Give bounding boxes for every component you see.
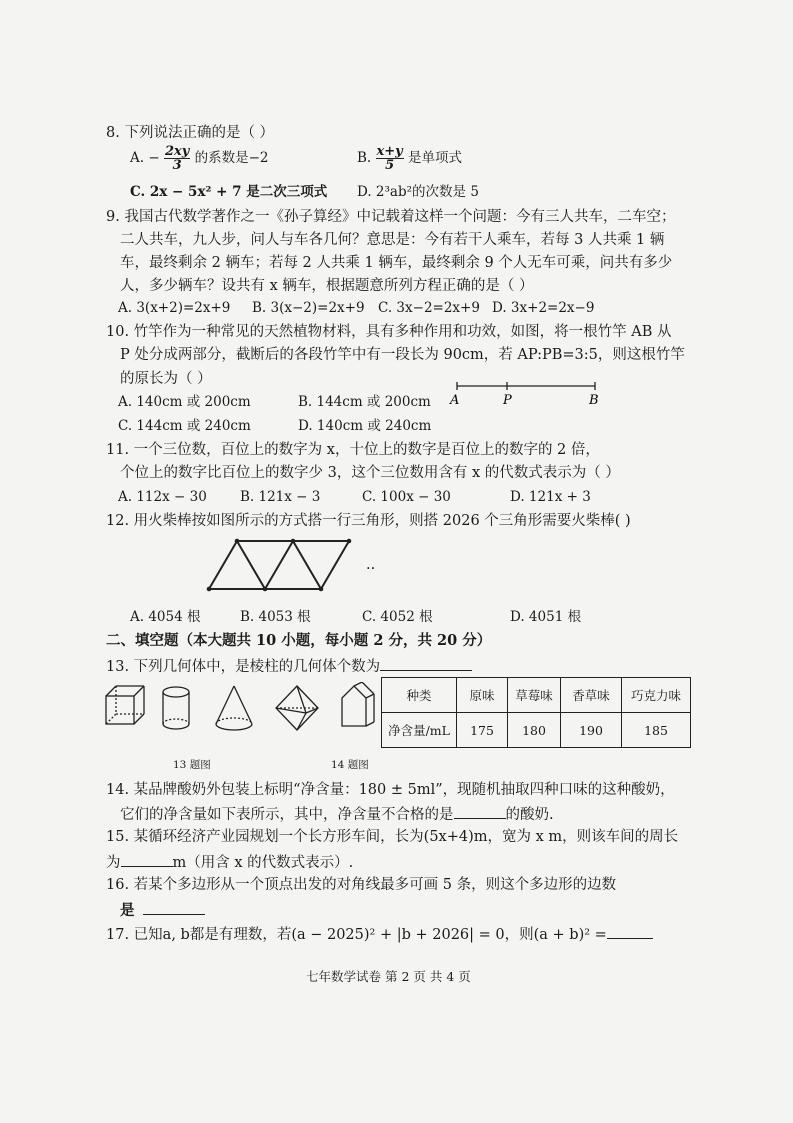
q13-figure-caption: 13 题图: [173, 759, 211, 771]
q10-line-1: 10. 竹竿作为一种常见的天然植物材料，具有多种作用和功效，如图，将一根竹竿 AB 从: [106, 324, 672, 340]
table-header-cell: 香草味: [561, 678, 622, 713]
q14-line-2: 它们的净含量如下表所示，其中，净含量不合格的是 的酸奶.: [120, 804, 554, 824]
segment-ab-figure: [445, 378, 605, 408]
q12-option-a: A. 4054 根: [130, 609, 201, 625]
q12-option-d: D. 4051 根: [510, 609, 582, 625]
matchstick-triangles-figure: [205, 535, 365, 595]
q10-line-3: 的原长为（ ）: [120, 371, 212, 387]
q12-line-1: 12. 用火柴棒按如图所示的方式搭一行三角形，则搭 2026 个三角形需要火柴棒( ): [106, 513, 631, 529]
q15-line-1: 15. 某循环经济产业园规划一个长方形车间，长为(5x+4)m，宽为 x m，则该车间的周长: [106, 829, 679, 845]
q16-answer-blank[interactable]: [143, 900, 205, 915]
q14-line-1: 14. 某品牌酸奶外包装上标明“净含量：180 ± 5ml”，现随机抽取四种口味的这种酸奶，: [106, 782, 675, 798]
q10-option-a: A. 140cm 或 200cm: [118, 394, 251, 410]
q10-option-c: C. 144cm 或 240cm: [118, 418, 251, 434]
table-header-row: [382, 678, 691, 713]
q11-line-2: 个位上的数字比百位上的数字少 3，这个三位数用含有 x 的代数式表示为（ ）: [120, 465, 620, 481]
q8-option-d: D. 2³ab²的次数是 5: [357, 184, 479, 200]
solids-figure: [100, 682, 380, 742]
table-header-cell: 巧克力味: [622, 678, 691, 713]
q15-answer-blank[interactable]: [121, 852, 173, 867]
pentagonal-prism-shape: [342, 686, 366, 726]
table-header-cell: 种类: [382, 678, 457, 713]
point-a-label: A: [450, 393, 460, 408]
q12-continuation-dots: ··: [366, 561, 376, 577]
q17-answer-blank[interactable]: [607, 924, 653, 939]
q9-option-a: A. 3(x+2)=2x+9: [118, 300, 231, 316]
table-row-label: 净含量/mL: [382, 713, 457, 748]
table-cell: 175: [457, 713, 508, 748]
table-cell: 185: [622, 713, 691, 748]
q11-option-b: B. 121x − 3: [240, 489, 321, 505]
q11-line-1: 11. 一个三位数，百位上的数字为 x，十位上的数字是百位上的数字的 2 倍，: [106, 442, 600, 458]
q9-option-b: B. 3(x−2)=2x+9: [252, 300, 365, 316]
q16-line-1: 16. 若某个多边形从一个顶点出发的对角线最多可画 5 条，则这个多边形的边数: [106, 877, 617, 893]
table-cell: 190: [561, 713, 622, 748]
table-cell: 180: [508, 713, 561, 748]
q9-line-4: 人，多少辆车？设共有 x 辆车，根据题意所列方程正确的是（ ）: [120, 278, 534, 294]
yogurt-net-content-table: [381, 677, 691, 748]
q9-line-1: 9. 我国古代数学著作之一《孙子算经》中记载着这样一个问题：今有三人共车，二车空；: [106, 209, 676, 225]
q10-line-2: P 处分成两部分，截断后的各段竹竿中有一段长为 90cm，若 AP:PB=3:5，则这根竹竿: [120, 347, 685, 363]
table-header-cell: 草莓味: [508, 678, 561, 713]
section-2-heading: 二、填空题（本大题共 10 小题，每小题 2 分，共 20 分）: [106, 632, 492, 649]
q8-stem: 8. 下列说法正确的是（ ）: [106, 125, 275, 141]
page-footer: 七年数学试卷 第 2 页 共 4 页: [306, 969, 471, 984]
point-b-label: B: [589, 393, 599, 408]
q13-line-1: 13. 下列几何体中，是棱柱的几何体个数为: [106, 656, 472, 676]
q11-option-a: A. 112x − 30: [118, 489, 207, 505]
q12-option-b: B. 4053 根: [240, 609, 311, 625]
q9-option-c: C. 3x−2=2x+9: [378, 300, 480, 316]
q16-line-2: 是: [120, 900, 205, 920]
q8-option-b: B. $\frac{x+y}{5}$ 是单项式: [357, 144, 463, 173]
q8-option-c: C. 2x − 5x² + 7 是二次三项式: [130, 184, 328, 200]
q14-figure-caption: 14 题图: [331, 759, 369, 771]
q9-line-2: 二人共车，九人步，问人与车各几何？意思是：今有若干人乘车，若每 3 人共乘 1 辆: [120, 232, 665, 248]
point-p-label: P: [503, 393, 512, 408]
q9-option-d: D. 3x+2=2x−9: [492, 300, 595, 316]
q11-option-c: C. 100x − 30: [362, 489, 451, 505]
q9-line-3: 车，最终剩余 2 辆车；若每 2 人共乘 1 辆车，最终剩余 9 个人无车可乘，问共有多少: [120, 255, 673, 271]
q14-answer-blank[interactable]: [454, 804, 506, 819]
q10-option-b: B. 144cm 或 200cm: [298, 394, 431, 410]
q8-option-a: A. − $\frac{2xy}{3}$ 的系数是−2: [130, 144, 269, 173]
q12-option-c: C. 4052 根: [362, 609, 433, 625]
q11-option-d: D. 121x + 3: [510, 489, 591, 505]
q10-option-d: D. 140cm 或 240cm: [298, 418, 432, 434]
table-row: [382, 713, 691, 748]
cylinder-shape: [163, 687, 189, 697]
q13-answer-blank[interactable]: [380, 656, 472, 671]
table-header-cell: 原味: [457, 678, 508, 713]
q17-line-1: 17. 已知a, b都是有理数，若(a − 2025)² + |b + 2026| = 0，则(a + b)² =: [106, 924, 653, 944]
q15-line-2: 为 m（用含 x 的代数式表示）.: [106, 852, 353, 872]
